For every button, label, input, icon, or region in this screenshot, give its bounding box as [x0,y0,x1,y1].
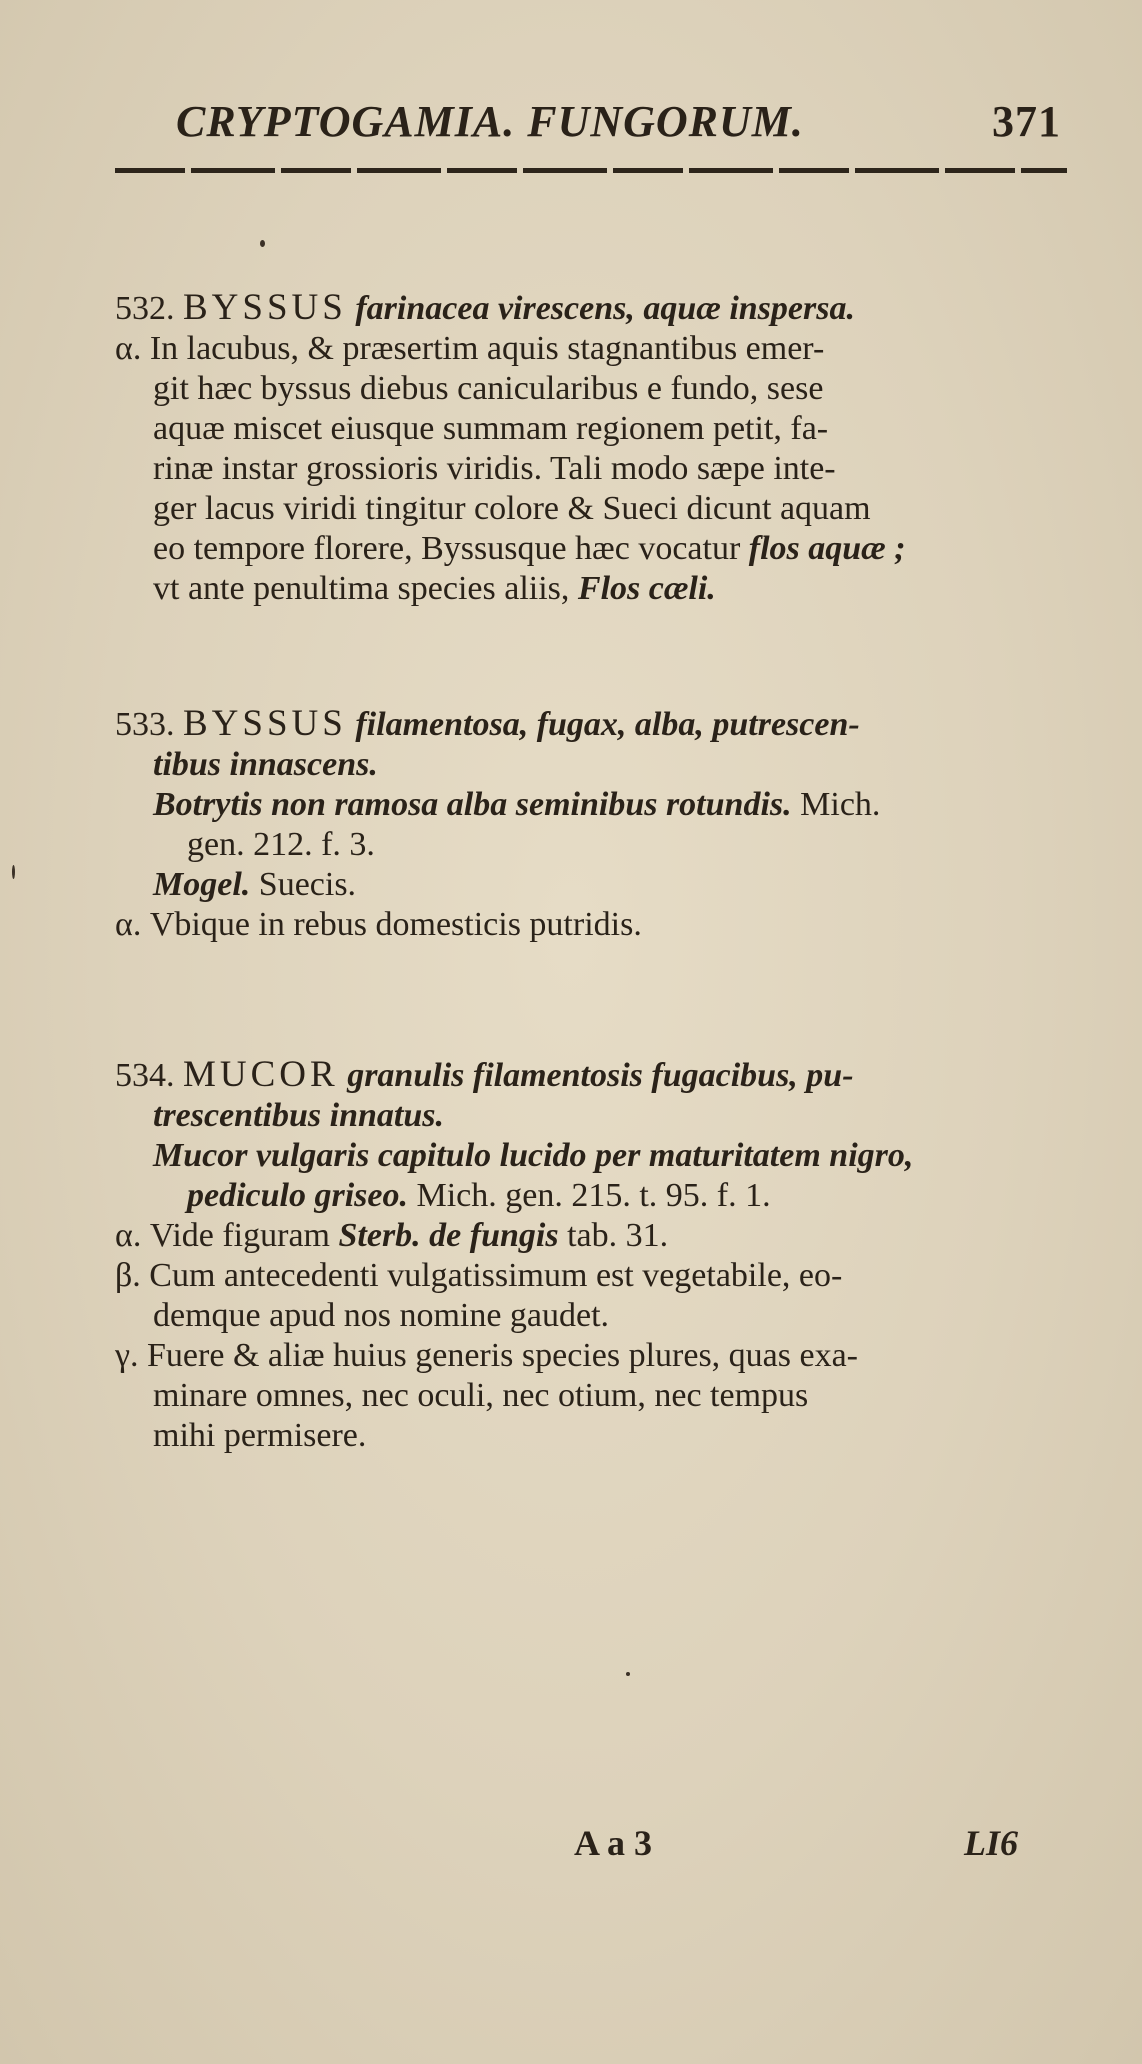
vernacular-language: Suecis. [258,866,357,903]
running-head [176,96,1076,147]
synonym-reference: Mich. [800,786,881,823]
running-head-title: CRYPTOGAMIA. FUNGORUM. [176,97,804,146]
genus-name: BYSSUS [183,287,347,328]
entry-number: 532. [115,290,175,327]
ink-speck [626,1672,630,1676]
entry-533 [115,704,1070,945]
entry-heading [115,1055,1070,1096]
text-line: rinæ instar grossioris viridis. Tali modo sæpe inte- [153,450,836,487]
text-line [115,569,1070,609]
synonym-line [115,785,1070,825]
synonym: Botrytis non ramosa alba seminibus rotundis. [153,786,792,823]
note-gamma-continuation: minare omnes, nec oculi, nec otium, nec tempus [153,1377,809,1414]
entry-534 [115,1055,1070,1456]
vernacular-name: Mogel. [153,866,251,903]
synonym: Mucor vulgaris capitulo lucido per maturitatem nigro, [153,1137,914,1174]
entry-heading [115,704,1070,745]
note-beta: β. Cum antecedenti vulgatissimum est vegetabile, eo- [115,1257,843,1294]
vernacular-phrase: Flos cæli. [577,570,716,607]
note-alpha: α. Vbique in rebus domesticis putridis. [115,906,642,943]
vernacular-line [115,865,1070,905]
page-number: 371 [992,97,1061,146]
note-gamma-continuation: mihi permisere. [153,1417,367,1454]
entry-number: 534. [115,1057,175,1094]
note-gamma: γ. Fuere & aliæ huius generis species plures, quas exa- [115,1337,859,1374]
diagnosis-continuation: trescentibus innatus. [153,1097,444,1134]
text-line: α. In lacubus, & præsertim aquis stagnantibus emer- [115,330,825,367]
note-reference: Sterb. de fungis [338,1217,559,1254]
entry-532 [115,288,1070,609]
ink-speck [12,865,15,879]
vernacular-phrase: flos aquæ ; [748,530,906,567]
genus-name: MUCOR [183,1054,339,1095]
synonym-continuation: pediculo griseo. [187,1177,408,1214]
entry-number: 533. [115,706,175,743]
diagnosis: filamentosa, fugax, alba, putrescen- [355,706,860,743]
diagnosis: granulis filamentosis fugacibus, pu- [347,1057,854,1094]
synonym-reference-continuation: gen. 212. f. 3. [187,826,375,863]
text-line: ger lacus viridi tingitur colore & Sueci dicunt aquam [153,490,871,527]
diagnosis-continuation: tibus innascens. [153,746,378,783]
text-line: git hæc byssus diebus canicularibus e fundo, sese [153,370,824,407]
catchword: LI6 [964,1823,1018,1863]
ink-speck [260,240,265,247]
note-text: α. Vide figuram [115,1217,330,1254]
diagnosis: farinacea virescens, aquæ inspersa. [355,290,855,327]
synonym-reference: Mich. gen. 215. t. 95. f. 1. [416,1177,771,1214]
text-line: aquæ miscet eiusque summam regionem petit, fa- [153,410,829,447]
genus-name: BYSSUS [183,703,347,744]
header-rule [115,168,1067,173]
text-segment: vt ante penultima species aliis, [153,570,570,607]
synonym-line [115,1176,1070,1216]
signature-mark: A a 3 [574,1823,653,1863]
text-segment: eo tempore florere, Byssusque hæc vocatur [153,530,741,567]
text-line [115,529,1070,569]
note-text: tab. 31. [567,1217,669,1254]
note-alpha [115,1216,1070,1256]
entry-heading [115,288,1070,329]
note-beta-continuation: demque apud nos nomine gaudet. [153,1297,610,1334]
